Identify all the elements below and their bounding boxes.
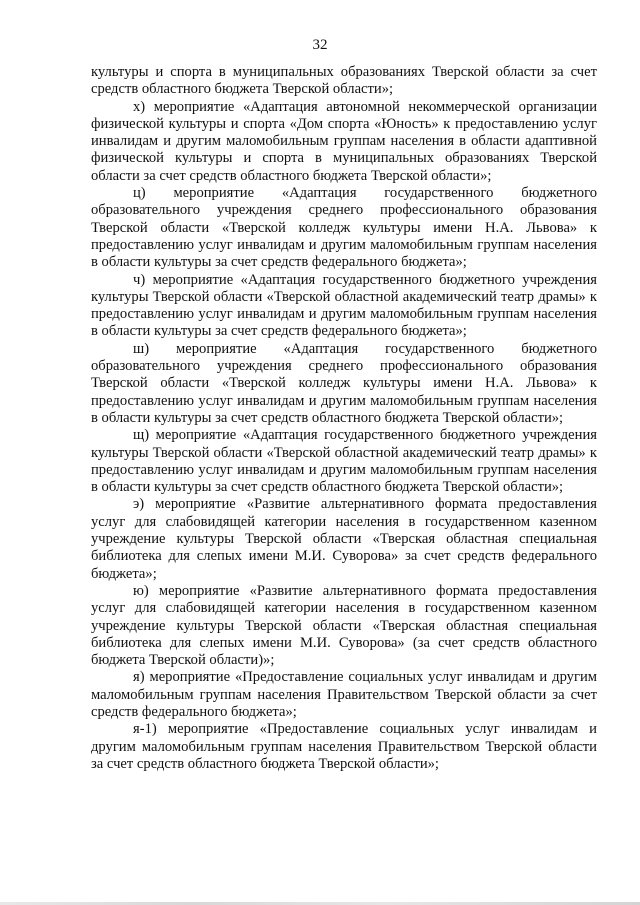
document-body — [91, 64, 597, 773]
paragraph-continuation: культуры и спорта в муниципальных образованиях Тверской области за счет средств областного бюджета Тверской области»; — [91, 64, 597, 98]
paragraph-item-shch: щ) мероприятие «Адаптация государственного бюджетного учреждения культуры Тверской области «Тверской областной академический театр драмы» к предоставлению услуг инвалидам и другим маломобильным группам населения в области культуры за счет средств областного бюджета Тверской области»; — [91, 427, 597, 496]
paragraph-item-e: э) мероприятие «Развитие альтернативного формата предоставления услуг для слабовидящей категории населения в государственном казенном учреждение культуры Тверской области «Тверская областная специальная библиотека для слепых имени М.И. Суворова» за счет средств федерального бюджета»; — [91, 496, 597, 582]
paragraph-item-ts: ц) мероприятие «Адаптация государственного бюджетного образовательного учреждения среднего профессионального образования Тверской области «Тверской колледж культуры имени Н.А. Львова» к предоставлению услуг инвалидам и другим маломобильным группам населения в области культуры за счет средств федерального бюджета»; — [91, 185, 597, 271]
paragraph-item-yu: ю) мероприятие «Развитие альтернативного формата предоставления услуг для слабовидящей категории населения в государственном казенном учреждение культуры Тверской области «Тверская областная специальная библиотека для слепых имени М.И. Суворова» (за счет средств областного бюджета Тверской области)»; — [91, 582, 597, 669]
paragraph-item-kh: х) мероприятие «Адаптация автономной некоммерческой организации физической культуры и спорта «Дом спорта «Юность» к предоставлению услуг инвалидам и другим маломобильным группам населения в области адаптивной физической культуры и спорта в муниципальных образованиях Тверской области за счет средств областного бюджета Тверской области»; — [91, 98, 597, 184]
paragraph-item-ya-1: я-1) мероприятие «Предоставление социальных услуг инвалидам и другим маломобильным группам населения Правительством Тверской области за счет средств областного бюджета Тверской области»; — [91, 721, 597, 772]
paragraph-item-ch: ч) мероприятие «Адаптация государственного бюджетного учреждения культуры Тверской области «Тверской областной академический театр драмы» к предоставлению услуг инвалидам и другим маломобильным группам населения в области культуры за счет средств федерального бюджета»; — [91, 271, 597, 340]
paragraph-item-sh: ш) мероприятие «Адаптация государственного бюджетного образовательного учреждения среднего профессионального образования Тверской области «Тверской колледж культуры имени Н.А. Львова» к предоставлению услуг инвалидам и другим маломобильным группам населения в области культуры за счет средств областного бюджета Тверской области»; — [91, 340, 597, 426]
paragraph-item-ya: я) мероприятие «Предоставление социальных услуг инвалидам и другим маломобильным группам населения Правительством Тверской области за счет средств федерального бюджета»; — [91, 669, 597, 720]
page-number: 32 — [312, 37, 328, 53]
